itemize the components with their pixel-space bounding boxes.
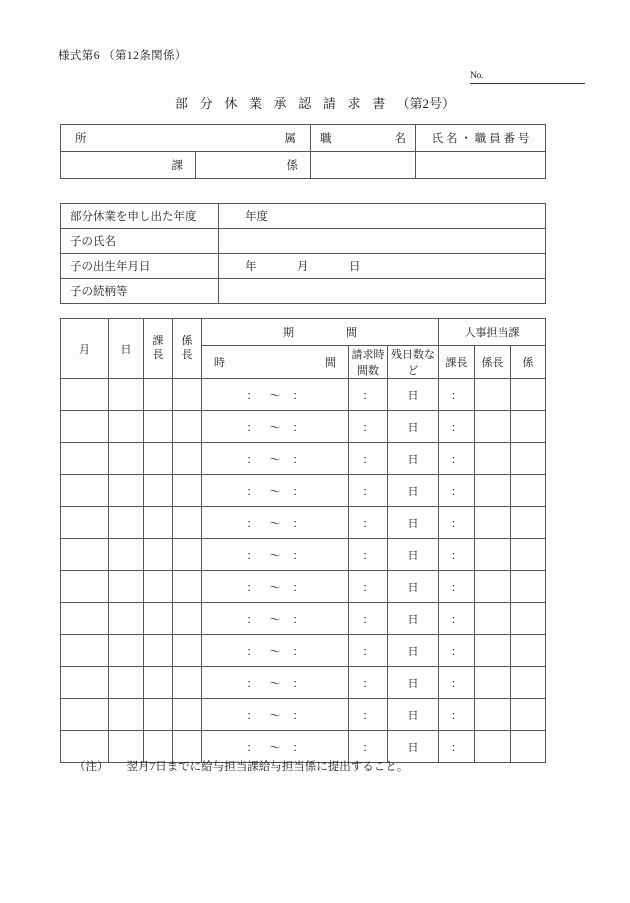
claimed-hours-colon: ： <box>362 645 374 658</box>
record-cell-remaining-time[interactable] <box>439 731 475 763</box>
claimed-hours-colon: ： <box>362 389 374 402</box>
time-end-colon: ： <box>292 581 304 594</box>
record-cell-claimed-hours[interactable] <box>349 475 388 507</box>
time-end-colon: ： <box>292 709 304 722</box>
record-cell-month[interactable] <box>61 571 109 603</box>
child-row-label-fiscal-year: 部分休業を申し出た年度 <box>61 204 219 229</box>
document-number-label: No. <box>470 71 484 81</box>
records-header-section-chief <box>144 319 173 379</box>
record-cell-time-range[interactable] <box>202 603 349 635</box>
records-header-period-label: 期 間 <box>283 327 367 339</box>
record-cell-month[interactable] <box>61 443 109 475</box>
record-cell-day[interactable] <box>109 443 144 475</box>
records-header-subsection-chief-line1: 係 <box>181 334 193 347</box>
records-header-section-chief-line1: 課 <box>152 334 164 347</box>
record-cell-month[interactable] <box>61 379 109 411</box>
record-cell-time-range[interactable] <box>202 571 349 603</box>
remaining-days-unit: 日 <box>407 613 419 626</box>
records-header-hr-section-chief: 課長 <box>439 346 475 379</box>
record-cell-section-chief-seal[interactable] <box>144 667 173 699</box>
table-row <box>61 443 546 475</box>
record-cell-month[interactable] <box>61 411 109 443</box>
record-cell-month[interactable] <box>61 667 109 699</box>
record-cell-time-range[interactable] <box>202 539 349 571</box>
affiliation-field-shokumei[interactable] <box>311 152 416 179</box>
records-table-body <box>61 379 546 763</box>
record-cell-hr-subsection-chief-seal[interactable] <box>475 571 511 603</box>
record-cell-hr-staff-seal[interactable] <box>511 507 546 539</box>
table-row <box>61 229 546 254</box>
remaining-days-unit: 日 <box>407 453 419 466</box>
record-cell-hr-staff-seal[interactable] <box>511 635 546 667</box>
record-cell-section-chief-seal[interactable] <box>144 507 173 539</box>
time-start-colon: ： <box>246 549 258 562</box>
time-range-tilde: ～ <box>269 485 281 498</box>
table-row <box>61 379 546 411</box>
time-end-colon: ： <box>292 485 304 498</box>
remaining-time-colon: ： <box>451 677 462 690</box>
record-cell-remaining-time[interactable] <box>439 635 475 667</box>
record-cell-claimed-hours[interactable] <box>349 443 388 475</box>
records-header-subsection-chief-line2: 長 <box>181 348 193 361</box>
records-header-month: 月 <box>61 319 109 379</box>
time-start-colon: ： <box>246 613 258 626</box>
claimed-hours-colon: ： <box>362 677 374 690</box>
record-cell-remaining-days[interactable] <box>388 539 439 571</box>
record-cell-remaining-days[interactable] <box>388 411 439 443</box>
record-cell-day[interactable] <box>109 539 144 571</box>
record-cell-day[interactable] <box>109 635 144 667</box>
record-cell-day[interactable] <box>109 411 144 443</box>
record-cell-section-chief-seal[interactable] <box>144 443 173 475</box>
record-cell-month[interactable] <box>61 475 109 507</box>
record-cell-month[interactable] <box>61 539 109 571</box>
record-cell-subsection-chief-seal[interactable] <box>173 667 202 699</box>
record-cell-month[interactable] <box>61 603 109 635</box>
records-header-period <box>202 319 439 346</box>
records-header-section-chief-line2: 長 <box>152 348 164 361</box>
table-header-row <box>61 319 546 346</box>
records-header-hr-subsection-chief: 係長 <box>475 346 511 379</box>
claimed-hours-colon: ： <box>362 453 374 466</box>
page-title-main: 部 分 休 業 承 認 請 求 書 <box>175 96 390 111</box>
records-header-time-left: 時 <box>214 357 225 369</box>
record-cell-remaining-days[interactable] <box>388 443 439 475</box>
affiliation-field-shimei[interactable] <box>416 152 546 179</box>
remaining-days-unit: 日 <box>407 581 419 594</box>
records-header-hr-department: 人事担当課 <box>439 319 546 346</box>
record-cell-remaining-days[interactable] <box>388 475 439 507</box>
affiliation-header-shozoku <box>61 125 311 152</box>
remaining-time-colon: ： <box>451 517 462 530</box>
record-cell-remaining-days[interactable] <box>388 507 439 539</box>
time-range-tilde: ～ <box>269 389 281 402</box>
records-header-claimed-hours: 請求時間数 <box>349 346 388 379</box>
record-cell-hr-staff-seal[interactable] <box>511 667 546 699</box>
time-end-colon: ： <box>292 517 304 530</box>
affiliation-field-ka[interactable]: 課 <box>61 152 196 179</box>
time-range-tilde: ～ <box>269 517 281 530</box>
record-cell-subsection-chief-seal[interactable] <box>173 603 202 635</box>
time-range-tilde: ～ <box>269 645 281 658</box>
record-cell-hr-subsection-chief-seal[interactable] <box>475 507 511 539</box>
record-cell-subsection-chief-seal[interactable] <box>173 379 202 411</box>
record-cell-time-range[interactable] <box>202 475 349 507</box>
record-cell-claimed-hours[interactable] <box>349 667 388 699</box>
remaining-days-unit: 日 <box>407 741 419 754</box>
record-cell-day[interactable] <box>109 667 144 699</box>
claimed-hours-colon: ： <box>362 421 374 434</box>
remaining-time-colon: ： <box>451 549 462 562</box>
record-cell-hr-staff-seal[interactable] <box>511 571 546 603</box>
record-cell-hr-staff-seal[interactable] <box>511 731 546 763</box>
record-cell-remaining-time[interactable] <box>439 411 475 443</box>
form-code-label: 様式第6 （第12条関係） <box>58 50 187 62</box>
affiliation-header-shokumei-right: 名 <box>394 133 406 145</box>
record-cell-month[interactable] <box>61 699 109 731</box>
remaining-days-unit: 日 <box>407 389 419 402</box>
time-end-colon: ： <box>292 613 304 626</box>
record-cell-hr-subsection-chief-seal[interactable] <box>475 411 511 443</box>
records-table <box>60 318 546 763</box>
claimed-hours-colon: ： <box>362 709 374 722</box>
record-cell-hr-staff-seal[interactable] <box>511 603 546 635</box>
record-cell-hr-staff-seal[interactable] <box>511 443 546 475</box>
record-cell-hr-subsection-chief-seal[interactable] <box>475 667 511 699</box>
record-cell-claimed-hours[interactable] <box>349 699 388 731</box>
records-header-time-right: 間 <box>325 357 336 369</box>
record-cell-hr-staff-seal[interactable] <box>511 379 546 411</box>
record-cell-remaining-time[interactable] <box>439 379 475 411</box>
time-end-colon: ： <box>292 421 304 434</box>
record-cell-remaining-time[interactable] <box>439 603 475 635</box>
record-cell-section-chief-seal[interactable] <box>144 411 173 443</box>
affiliation-field-kakari[interactable]: 係 <box>196 152 311 179</box>
child-field-name[interactable] <box>219 229 546 254</box>
record-cell-time-range[interactable] <box>202 507 349 539</box>
time-start-colon: ： <box>246 453 258 466</box>
remaining-time-colon: ： <box>451 645 462 658</box>
child-row-label-relationship: 子の続柄等 <box>61 279 219 304</box>
remaining-days-unit: 日 <box>407 645 419 658</box>
claimed-hours-colon: ： <box>362 549 374 562</box>
time-start-colon: ： <box>246 517 258 530</box>
record-cell-remaining-days[interactable] <box>388 667 439 699</box>
time-start-colon: ： <box>246 421 258 434</box>
record-cell-section-chief-seal[interactable] <box>144 635 173 667</box>
remaining-days-unit: 日 <box>407 709 419 722</box>
record-cell-remaining-time[interactable] <box>439 443 475 475</box>
time-range-tilde: ～ <box>269 677 281 690</box>
record-cell-claimed-hours[interactable] <box>349 635 388 667</box>
record-cell-month[interactable] <box>61 507 109 539</box>
record-cell-subsection-chief-seal[interactable] <box>173 539 202 571</box>
affiliation-header-shokumei <box>311 125 416 152</box>
time-start-colon: ： <box>246 709 258 722</box>
affiliation-header-shozoku-left: 所 <box>75 133 87 145</box>
table-row <box>61 667 546 699</box>
remaining-time-colon: ： <box>451 453 462 466</box>
time-start-colon: ： <box>246 389 258 402</box>
record-cell-section-chief-seal[interactable] <box>144 603 173 635</box>
table-row <box>61 475 546 507</box>
record-cell-claimed-hours[interactable] <box>349 411 388 443</box>
birthdate-day-label: 日 <box>349 261 361 273</box>
time-start-colon: ： <box>246 581 258 594</box>
record-cell-remaining-days[interactable] <box>388 603 439 635</box>
record-cell-time-range[interactable] <box>202 443 349 475</box>
record-cell-remaining-days[interactable] <box>388 635 439 667</box>
table-row <box>61 254 546 279</box>
child-field-relationship[interactable] <box>219 279 546 304</box>
record-cell-time-range[interactable] <box>202 635 349 667</box>
affiliation-header-shozoku-right: 属 <box>284 133 296 145</box>
table-row <box>61 279 546 304</box>
claimed-hours-colon: ： <box>362 613 374 626</box>
record-cell-hr-subsection-chief-seal[interactable] <box>475 539 511 571</box>
record-cell-day[interactable] <box>109 507 144 539</box>
time-range-tilde: ～ <box>269 581 281 594</box>
record-cell-section-chief-seal[interactable] <box>144 539 173 571</box>
record-cell-day[interactable] <box>109 571 144 603</box>
record-cell-time-range[interactable] <box>202 379 349 411</box>
record-cell-hr-subsection-chief-seal[interactable] <box>475 635 511 667</box>
record-cell-remaining-time[interactable] <box>439 571 475 603</box>
child-row-label-name: 子の氏名 <box>61 229 219 254</box>
record-cell-hr-subsection-chief-seal[interactable] <box>475 731 511 763</box>
record-cell-day[interactable] <box>109 379 144 411</box>
remaining-time-colon: ： <box>451 613 462 626</box>
record-cell-subsection-chief-seal[interactable] <box>173 635 202 667</box>
table-row <box>61 571 546 603</box>
child-info-table <box>60 203 546 304</box>
record-cell-hr-staff-seal[interactable] <box>511 699 546 731</box>
record-cell-month[interactable] <box>61 635 109 667</box>
record-cell-section-chief-seal[interactable] <box>144 699 173 731</box>
table-row <box>61 539 546 571</box>
remaining-days-unit: 日 <box>407 517 419 530</box>
affiliation-header-shimei: 氏 名 ・ 職 員 番 号 <box>416 125 546 152</box>
record-cell-subsection-chief-seal[interactable] <box>173 411 202 443</box>
record-cell-hr-staff-seal[interactable] <box>511 539 546 571</box>
table-row <box>61 699 546 731</box>
claimed-hours-colon: ： <box>362 581 374 594</box>
record-cell-claimed-hours[interactable] <box>349 539 388 571</box>
record-cell-section-chief-seal[interactable] <box>144 379 173 411</box>
record-cell-day[interactable] <box>109 475 144 507</box>
time-end-colon: ： <box>292 549 304 562</box>
record-cell-claimed-hours[interactable] <box>349 603 388 635</box>
remaining-time-colon: ： <box>451 389 462 402</box>
record-cell-remaining-days[interactable] <box>388 699 439 731</box>
table-row <box>61 507 546 539</box>
record-cell-hr-subsection-chief-seal[interactable] <box>475 603 511 635</box>
remaining-time-colon: ： <box>451 709 462 722</box>
time-start-colon: ： <box>246 677 258 690</box>
record-cell-day[interactable] <box>109 699 144 731</box>
footer-note-text: 翌月7日までに給与担当課給与担当係に提出すること。 <box>126 761 409 773</box>
record-cell-subsection-chief-seal[interactable] <box>173 699 202 731</box>
child-row-label-birthdate: 子の出生年月日 <box>61 254 219 279</box>
time-start-colon: ： <box>246 485 258 498</box>
time-range-tilde: ～ <box>269 613 281 626</box>
footer-note-mark: （注） <box>74 761 109 773</box>
page-title <box>0 93 630 112</box>
record-cell-subsection-chief-seal[interactable] <box>173 507 202 539</box>
record-cell-time-range[interactable] <box>202 699 349 731</box>
records-header-subsection-chief <box>173 319 202 379</box>
time-start-colon: ： <box>246 645 258 658</box>
table-row <box>61 411 546 443</box>
records-header-hr-staff: 係 <box>511 346 546 379</box>
page-title-suffix: （第2号） <box>396 96 455 111</box>
time-range-tilde: ～ <box>269 709 281 722</box>
record-cell-hr-subsection-chief-seal[interactable] <box>475 699 511 731</box>
remaining-time-colon: ： <box>451 421 462 434</box>
remaining-days-unit: 日 <box>407 421 419 434</box>
table-row <box>61 635 546 667</box>
record-cell-section-chief-seal[interactable] <box>144 475 173 507</box>
table-row <box>61 125 546 152</box>
record-cell-remaining-days[interactable] <box>388 379 439 411</box>
birthdate-year-label: 年 <box>245 261 257 273</box>
document-number-field[interactable] <box>470 70 585 84</box>
time-end-colon: ： <box>292 389 304 402</box>
record-cell-claimed-hours[interactable] <box>349 571 388 603</box>
remaining-time-colon: ： <box>451 741 462 754</box>
record-cell-time-range[interactable] <box>202 667 349 699</box>
birthdate-month-label: 月 <box>297 261 309 273</box>
remaining-time-colon: ： <box>451 581 462 594</box>
time-end-colon: ： <box>292 453 304 466</box>
records-header-remaining-days: 残日数など <box>388 346 439 379</box>
record-cell-remaining-time[interactable] <box>439 507 475 539</box>
time-end-colon: ： <box>292 645 304 658</box>
time-range-tilde: ～ <box>269 421 281 434</box>
record-cell-hr-subsection-chief-seal[interactable] <box>475 379 511 411</box>
time-end-colon: ： <box>292 677 304 690</box>
record-cell-remaining-time[interactable] <box>439 475 475 507</box>
claimed-hours-colon: ： <box>362 517 374 530</box>
record-cell-hr-subsection-chief-seal[interactable] <box>475 475 511 507</box>
affiliation-table <box>60 124 546 179</box>
footer-note <box>74 758 408 774</box>
records-header-time <box>202 346 349 379</box>
table-row <box>61 152 546 179</box>
record-cell-time-range[interactable] <box>202 411 349 443</box>
time-range-tilde: ～ <box>269 741 281 754</box>
remaining-time-colon: ： <box>451 485 462 498</box>
table-row <box>61 603 546 635</box>
record-cell-claimed-hours[interactable] <box>349 507 388 539</box>
record-cell-hr-staff-seal[interactable] <box>511 475 546 507</box>
time-range-tilde: ～ <box>269 549 281 562</box>
record-cell-remaining-time[interactable] <box>439 539 475 571</box>
table-row <box>61 204 546 229</box>
remaining-days-unit: 日 <box>407 549 419 562</box>
record-cell-hr-subsection-chief-seal[interactable] <box>475 443 511 475</box>
record-cell-claimed-hours[interactable] <box>349 379 388 411</box>
record-cell-section-chief-seal[interactable] <box>144 571 173 603</box>
claimed-hours-colon: ： <box>362 741 374 754</box>
claimed-hours-colon: ： <box>362 485 374 498</box>
record-cell-remaining-time[interactable] <box>439 667 475 699</box>
records-header-day: 日 <box>109 319 144 379</box>
remaining-days-unit: 日 <box>407 485 419 498</box>
record-cell-subsection-chief-seal[interactable] <box>173 475 202 507</box>
remaining-days-unit: 日 <box>407 677 419 690</box>
child-field-birthdate[interactable] <box>219 254 546 279</box>
record-cell-remaining-time[interactable] <box>439 699 475 731</box>
record-cell-subsection-chief-seal[interactable] <box>173 571 202 603</box>
time-range-tilde: ～ <box>269 453 281 466</box>
affiliation-header-shokumei-left: 職 <box>320 133 332 145</box>
child-field-fiscal-year[interactable]: 年度 <box>219 204 546 229</box>
time-end-colon: ： <box>292 741 304 754</box>
record-cell-day[interactable] <box>109 603 144 635</box>
record-cell-remaining-days[interactable] <box>388 571 439 603</box>
time-start-colon: ： <box>246 741 258 754</box>
record-cell-hr-staff-seal[interactable] <box>511 411 546 443</box>
record-cell-subsection-chief-seal[interactable] <box>173 443 202 475</box>
